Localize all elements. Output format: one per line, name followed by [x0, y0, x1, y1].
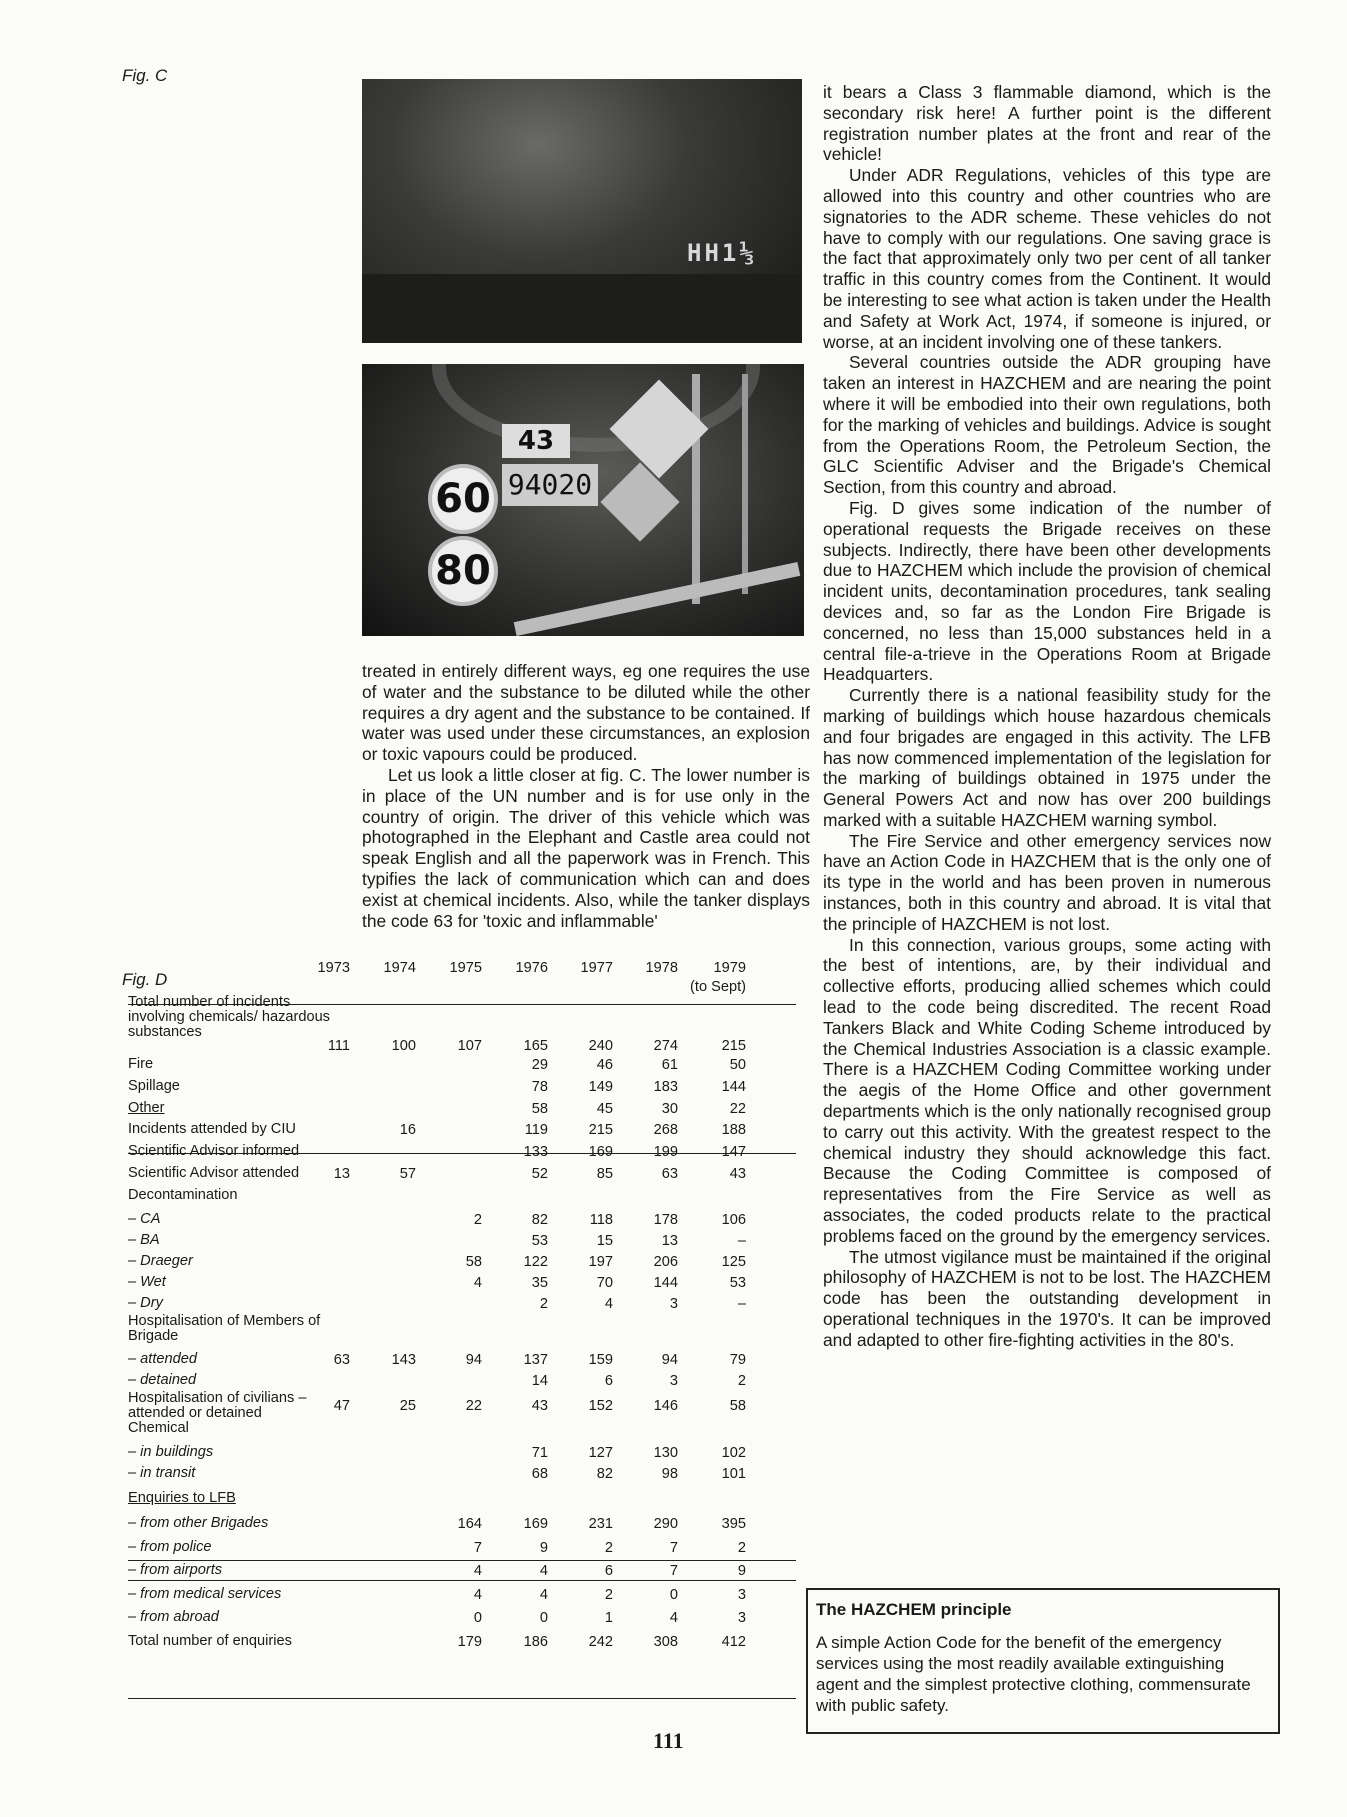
row-label: Spillage: [128, 1078, 180, 1094]
table-cell: 149: [588, 1079, 613, 1095]
table-cell: 290: [653, 1516, 678, 1532]
table-cell: 3: [737, 1610, 746, 1626]
row-label: – detained: [128, 1372, 197, 1388]
table-cell: 2: [737, 1540, 746, 1556]
hazchem-principle-box: [806, 1588, 1280, 1734]
table-cell: 13: [333, 1166, 350, 1182]
table-cell: 146: [653, 1398, 678, 1414]
table-cell: 107: [457, 1038, 482, 1054]
table-cell: 47: [333, 1398, 350, 1414]
table-cell: 82: [531, 1212, 548, 1228]
table-cell: 70: [596, 1275, 613, 1291]
table-rule: [128, 1580, 796, 1581]
table-cell: 9: [737, 1563, 746, 1579]
table-cell: 94: [661, 1352, 678, 1368]
hazard-code-panel: 43: [502, 424, 570, 458]
table-cell: 85: [596, 1166, 613, 1182]
row-label: – CA: [128, 1211, 161, 1227]
hazard-diamond-icon: [600, 462, 679, 541]
table-cell: 308: [653, 1634, 678, 1650]
paragraph: Under ADR Regulations, vehicles of this type are allowed into this country and other countries who are signatories to the ADR scheme. These vehicles do not have to comply with our regulations. One saving grace is the fact that approximately only two per cent of all tanker traffic in this country comes from the Continent. It would be interesting to see what action is taken under the Health and Safety at Work Act, 1974, if someone is injured, or worse, at an incident involving one of these tankers.: [823, 165, 1271, 352]
middle-column-text: [362, 661, 810, 931]
table-cell: 3: [669, 1373, 678, 1389]
table-cell: 4: [473, 1563, 482, 1579]
table-cell: 412: [721, 1634, 746, 1650]
table-cell: 169: [588, 1144, 613, 1160]
table-cell: 30: [661, 1101, 678, 1117]
table-cell: 6: [604, 1373, 613, 1389]
table-cell: 35: [531, 1275, 548, 1291]
table-cell: 43: [531, 1398, 548, 1414]
row-label: Hospitalisation of civilians – attended or detained: [128, 1390, 307, 1421]
table-cell: 22: [465, 1398, 482, 1414]
year-heading: 1978: [645, 960, 678, 976]
table-cell: 197: [588, 1254, 613, 1270]
table-cell: 268: [653, 1122, 678, 1138]
paragraph: Let us look a little closer at fig. C. The lower number is in place of the UN number and is for use only in the country of origin. The driver of this vehicle which was photographed in the Elephant and Castle area could not speak English and all the paperwork was in French. This typifies the lack of communication which can and does exist at chemical incidents. Also, while the tanker displays the code 63 for 'toxic and inflammable': [362, 764, 810, 931]
table-cell: 14: [531, 1373, 548, 1389]
table-cell: 206: [653, 1254, 678, 1270]
rail-post: [742, 374, 748, 594]
table-cell: 16: [399, 1122, 416, 1138]
row-label: – in buildings: [128, 1444, 214, 1460]
year-heading: 1974: [383, 960, 416, 976]
table-cell: 100: [391, 1038, 416, 1054]
table-cell: 240: [588, 1038, 613, 1054]
row-label: Total number of incidents involving chemicals/ hazardous substances: [128, 994, 330, 1040]
table-cell: 6: [604, 1563, 613, 1579]
table-cell: 63: [333, 1352, 350, 1368]
tanker-photo-top: [362, 79, 802, 343]
row-label: Hospitalisation of Members of Brigade: [128, 1313, 321, 1344]
table-cell: 3: [737, 1587, 746, 1603]
table-cell: 122: [523, 1254, 548, 1270]
table-cell: 152: [588, 1398, 613, 1414]
speed-roundel-60: 60: [428, 464, 498, 534]
table-cell: 0: [473, 1610, 482, 1626]
rail-post: [692, 374, 700, 604]
row-label: – from airports: [128, 1562, 223, 1578]
table-cell: 57: [399, 1166, 416, 1182]
table-cell: 79: [729, 1352, 746, 1368]
speed-roundel-80: 80: [428, 536, 498, 606]
table-cell: 13: [661, 1233, 678, 1249]
row-label: Total number of enquiries: [128, 1633, 292, 1649]
table-cell: 102: [721, 1445, 746, 1461]
table-cell: 45: [596, 1101, 613, 1117]
row-label: – Dry: [128, 1295, 163, 1311]
row-label: – attended: [128, 1351, 197, 1367]
tank-pipe: [514, 562, 801, 636]
year-heading: 1976: [515, 960, 548, 976]
table-cell: 215: [721, 1038, 746, 1054]
table-cell: 179: [457, 1634, 482, 1650]
table-cell: 0: [539, 1610, 548, 1626]
table-rule: [128, 1698, 796, 1699]
box-body: A simple Action Code for the benefit of the emergency services using the most readily available extinguishing agent and the simplest protective clothing, commensurate with public safety.: [816, 1633, 1251, 1715]
paragraph: Currently there is a national feasibility study for the marking of buildings which house hazardous chemicals and four brigades are engaged in this activity. The LFB has now commenced implementation of the legislation for the marking of buildings obtained in 1975 under the General Powers Act and now has over 200 buildings marked with a suitable HAZCHEM warning symbol.: [823, 685, 1271, 830]
table-cell: 188: [721, 1122, 746, 1138]
table-cell: 46: [596, 1057, 613, 1073]
row-label: Enquiries to LFB: [128, 1490, 236, 1506]
table-rule: [128, 1560, 796, 1561]
table-cell: 111: [327, 1038, 350, 1054]
table-cell: 137: [523, 1352, 548, 1368]
table-cell: 4: [539, 1587, 548, 1603]
table-cell: 7: [669, 1563, 678, 1579]
table-cell: 159: [588, 1352, 613, 1368]
table-cell: 164: [457, 1516, 482, 1532]
table-cell: 61: [661, 1057, 678, 1073]
table-cell: 71: [531, 1445, 548, 1461]
table-cell: 4: [473, 1275, 482, 1291]
table-cell: 130: [653, 1445, 678, 1461]
paragraph: Fig. D gives some indication of the number of operational requests the Brigade receives on these subjects. Indirectly, there have been other developments due to HAZCHEM which include the provision of chemical incident units, decontamination procedures, tank sealing devices and, so far as the London Fire Brigade is concerned, no less than 15,000 substances held in a central file-a-trieve in the Operations Room at Brigade Headquarters.: [823, 497, 1271, 685]
row-label: Incidents attended by CIU: [128, 1121, 296, 1137]
right-column-text: [823, 82, 1271, 1351]
row-label: – from abroad: [128, 1609, 219, 1625]
table-cell: 106: [721, 1212, 746, 1228]
row-label: Other: [128, 1100, 165, 1116]
paragraph: treated in entirely different ways, eg one requires the use of water and the substance to be diluted while the other requires a dry agent and the substance to be contained. If water was used under these circumstances, an explosion or toxic vapours could be produced.: [362, 661, 810, 765]
table-cell: 125: [721, 1254, 746, 1270]
table-cell: 43: [729, 1166, 746, 1182]
table-cell: 68: [531, 1466, 548, 1482]
paragraph: Several countries outside the ADR grouping have taken an interest in HAZCHEM and are nearing the point where it will be embodied into their own regulations, both for the marking of vehicles and buildings. Advice is sought from the Operations Room, the Petroleum Section, the GLC Scientific Adviser and the Brigade's Chemical Section, from this country and abroad.: [823, 352, 1271, 498]
table-cell: 29: [531, 1057, 548, 1073]
table-cell: 101: [721, 1466, 746, 1482]
table-cell: 9: [539, 1540, 548, 1556]
row-label: Chemical: [128, 1420, 189, 1436]
table-cell: 395: [721, 1516, 746, 1532]
fig-c-caption: Fig. C: [122, 66, 168, 85]
row-label: – Wet: [128, 1274, 166, 1290]
paragraph: In this connection, various groups, some acting with the best of intentions, are, by their individual and collective efforts, producing allied schemes which could lead to the code being discredited. The recent Road Tankers Black and White Coding Scheme introduced by the Chemical Industries Association is a classic example. There is a HAZCHEM Coding Committee working under the aegis of the Home Office and other government departments which is the only nationally recognised group to carry out this activity. With the greatest respect to the chemical industry they should acknowledge this fact. Because the Coding Committee is composed of representatives from the Fire Service as well as associates, the coded products relate to the practical problems faced on the ground by the emergency services.: [823, 934, 1271, 1246]
table-cell: 82: [596, 1466, 613, 1482]
table-cell: 2: [473, 1212, 482, 1228]
table-cell: 0: [669, 1587, 678, 1603]
table-cell: 50: [729, 1057, 746, 1073]
table-cell: 58: [531, 1101, 548, 1117]
tank-outline: [432, 364, 760, 452]
table-cell: 165: [523, 1038, 548, 1054]
table-cell: –: [737, 1296, 746, 1312]
table-cell: 78: [531, 1079, 548, 1095]
table-cell: 118: [589, 1212, 613, 1228]
table-cell: 52: [531, 1166, 548, 1182]
table-cell: 2: [737, 1373, 746, 1389]
table-cell: 2: [539, 1296, 548, 1312]
page-number: 111: [653, 1728, 684, 1753]
rear-registration-plate: HH1⅓: [687, 239, 757, 267]
table-cell: 53: [531, 1233, 548, 1249]
table-cell: 63: [661, 1166, 678, 1182]
table-cell: 127: [588, 1445, 613, 1461]
year-heading: 1973: [317, 960, 350, 976]
table-cell: 94: [465, 1352, 482, 1368]
table-cell: 15: [596, 1233, 613, 1249]
fig-d-caption: Fig. D: [122, 970, 168, 989]
table-cell: 147: [721, 1144, 746, 1160]
year-note: (to Sept): [690, 979, 746, 995]
table-cell: 143: [391, 1352, 416, 1368]
year-heading: 1979: [713, 960, 746, 976]
table-cell: 186: [523, 1634, 548, 1650]
table-cell: 144: [653, 1275, 678, 1291]
table-cell: 178: [653, 1212, 678, 1228]
photo-shadow: [362, 274, 802, 343]
table-cell: 4: [473, 1587, 482, 1603]
table-cell: 7: [669, 1540, 678, 1556]
paragraph: The utmost vigilance must be maintained if the original philosophy of HAZCHEM is not to be lost. The HAZCHEM code has been the outstanding development in operational techniques in the 1970's. It can be improved and adapted to other fire-fighting activities in the 80's.: [823, 1246, 1271, 1350]
row-label: – from medical services: [128, 1586, 282, 1602]
table-cell: 2: [604, 1587, 613, 1603]
table-cell: 1: [604, 1610, 613, 1626]
table-cell: –: [737, 1233, 746, 1249]
table-cell: 274: [653, 1038, 678, 1054]
row-label: Fire: [128, 1056, 154, 1072]
table-cell: 242: [588, 1634, 613, 1650]
table-cell: 25: [399, 1398, 416, 1414]
table-cell: 3: [669, 1296, 678, 1312]
row-label: Scientific Advisor attended: [128, 1165, 300, 1181]
table-cell: 183: [653, 1079, 678, 1095]
table-cell: 58: [465, 1254, 482, 1270]
row-label: – from police: [128, 1539, 212, 1555]
table-cell: 144: [721, 1079, 746, 1095]
table-cell: 2: [604, 1540, 613, 1556]
table-cell: 4: [669, 1610, 678, 1626]
table-cell: 169: [523, 1516, 548, 1532]
year-heading: 1977: [580, 960, 613, 976]
row-label: – Draeger: [128, 1253, 193, 1269]
table-cell: 53: [729, 1275, 746, 1291]
paragraph: it bears a Class 3 flammable diamond, which is the secondary risk here! A further point is the different registration number plates at the front and rear of the vehicle!: [823, 82, 1271, 165]
table-cell: 133: [523, 1144, 548, 1160]
table-cell: 22: [729, 1101, 746, 1117]
row-label: – BA: [128, 1232, 160, 1248]
row-label: – from other Brigades: [128, 1515, 269, 1531]
table-cell: 119: [524, 1122, 548, 1138]
table-cell: 199: [653, 1144, 678, 1160]
row-label: Scientific Advisor informed: [128, 1143, 300, 1159]
table-cell: 58: [729, 1398, 746, 1414]
paragraph: The Fire Service and other emergency services now have an Action Code in HAZCHEM that is the only one of its type in the world and has been proven in numerous instances, both in this country and abroad. It is vital that the principle of HAZCHEM is not lost.: [823, 830, 1271, 934]
box-title: The HAZCHEM principle: [816, 1600, 1012, 1619]
table-cell: 4: [539, 1563, 548, 1579]
table-cell: 4: [604, 1296, 613, 1312]
row-label: – in transit: [128, 1465, 196, 1481]
table-cell: 231: [588, 1516, 613, 1532]
table-cell: 215: [588, 1122, 613, 1138]
un-number-panel: 94020: [502, 464, 598, 506]
row-label: Decontamination: [128, 1187, 238, 1203]
table-cell: 98: [661, 1466, 678, 1482]
year-heading: 1975: [449, 960, 482, 976]
table-cell: 7: [473, 1540, 482, 1556]
tanker-photo-bottom: [362, 364, 804, 636]
